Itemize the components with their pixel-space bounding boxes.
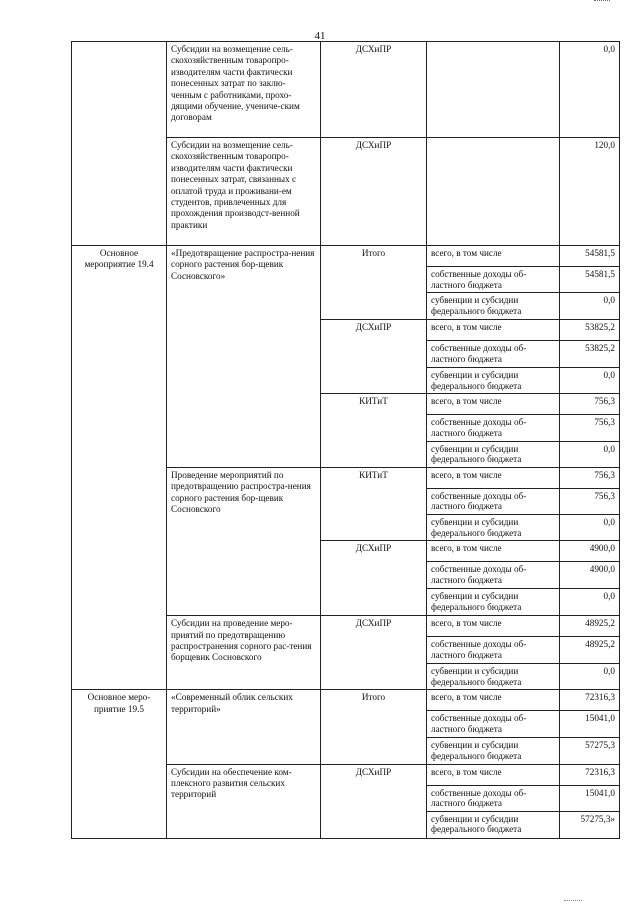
- amount-cell: 4900,0: [560, 541, 620, 562]
- amount-cell: 48925,2: [560, 637, 620, 664]
- table-row: [72, 690, 620, 711]
- executor-cell: КИТиТ: [321, 394, 427, 467]
- executor-cell: ДСХиПР: [321, 764, 427, 838]
- funding-type-cell: собственные доходы об-ластного бюджета: [427, 711, 560, 738]
- budget-table: [71, 41, 620, 839]
- funding-type-cell: субвенции и субсидии федерального бюджета: [427, 738, 560, 764]
- amount-cell: 0,0: [560, 42, 620, 138]
- amount-cell: 53825,2: [560, 341, 620, 368]
- amount-cell: 756,3: [560, 394, 620, 415]
- amount-cell: 72316,3: [560, 690, 620, 711]
- funding-type-cell: субвенции и субсидии федерального бюджета: [427, 368, 560, 394]
- amount-cell: 756,3: [560, 467, 620, 488]
- amount-cell: 53825,2: [560, 320, 620, 341]
- amount-cell: 0,0: [560, 664, 620, 690]
- amount-cell: 57275,3: [560, 738, 620, 764]
- funding-type-cell: всего, в том числе: [427, 690, 560, 711]
- funding-type-cell: всего, в том числе: [427, 394, 560, 415]
- funding-type-cell: [427, 138, 560, 246]
- amount-cell: 15041,0: [560, 785, 620, 811]
- event-cell: «Современный облик сельских территорий»: [167, 690, 321, 764]
- amount-cell: 0,0: [560, 514, 620, 540]
- funding-type-cell: субвенции и субсидии федерального бюджета: [427, 293, 560, 320]
- amount-cell: 4900,0: [560, 562, 620, 589]
- funding-type-cell: субвенции и субсидии федерального бюджета: [427, 514, 560, 540]
- measure-cell: Основное мероприятие 19.4: [72, 246, 167, 690]
- event-cell: Субсидии на возмещение сель-скохозяйственным товаропро-изводителям части фактически понесенных затрат по заклю-ченным с работниками, прохо-дящими обучение, учениче-ским договорам: [167, 42, 321, 138]
- amount-cell: 15041,0: [560, 711, 620, 738]
- funding-type-cell: собственные доходы об-ластного бюджета: [427, 415, 560, 441]
- executor-cell: ДСХиПР: [321, 616, 427, 690]
- funding-type-cell: субвенции и субсидии федерального бюджета: [427, 441, 560, 467]
- funding-type-cell: собственные доходы об-ластного бюджета: [427, 637, 560, 664]
- funding-type-cell: субвенции и субсидии федерального бюджета: [427, 589, 560, 616]
- funding-type-cell: субвенции и субсидии федерального бюджета: [427, 664, 560, 690]
- funding-type-cell: всего, в том числе: [427, 541, 560, 562]
- funding-type-cell: собственные доходы об-ластного бюджета: [427, 341, 560, 368]
- funding-type-cell: собственные доходы об-ластного бюджета: [427, 267, 560, 293]
- amount-cell: 756,3: [560, 488, 620, 514]
- amount-cell: 57275,3»: [560, 811, 620, 838]
- funding-type-cell: собственные доходы об-ластного бюджета: [427, 785, 560, 811]
- executor-cell: ДСХиПР: [321, 42, 427, 138]
- executor-cell: ДСХиПР: [321, 541, 427, 616]
- funding-type-cell: всего, в том числе: [427, 764, 560, 785]
- funding-type-cell: всего, в том числе: [427, 467, 560, 488]
- corner-mark: [564, 900, 582, 904]
- executor-cell: ДСХиПР: [321, 320, 427, 394]
- event-cell: Субсидии на обеспечение ком-плексного развития сельских территорий: [167, 764, 321, 838]
- event-cell: Субсидии на возмещение сель-скохозяйственным товаропро-изводителям части фактически понесенных затрат, связанных с оплатой труда и проживани-ем студентов, привлеченных для прохождения производст-венной практики: [167, 138, 321, 246]
- executor-cell: Итого: [321, 246, 427, 320]
- amount-cell: 72316,3: [560, 764, 620, 785]
- amount-cell: 54581,5: [560, 246, 620, 267]
- amount-cell: 756,3: [560, 415, 620, 441]
- funding-type-cell: собственные доходы об-ластного бюджета: [427, 562, 560, 589]
- amount-cell: 54581,5: [560, 267, 620, 293]
- funding-type-cell: всего, в том числе: [427, 246, 560, 267]
- funding-type-cell: [427, 42, 560, 138]
- table-row: [72, 42, 620, 138]
- page-number: 41: [314, 30, 326, 42]
- amount-cell: 120,0: [560, 138, 620, 246]
- amount-cell: 0,0: [560, 368, 620, 394]
- amount-cell: 0,0: [560, 441, 620, 467]
- amount-cell: 0,0: [560, 293, 620, 320]
- amount-cell: 48925,2: [560, 616, 620, 637]
- funding-type-cell: всего, в том числе: [427, 320, 560, 341]
- funding-type-cell: собственные доходы об-ластного бюджета: [427, 488, 560, 514]
- executor-cell: Итого: [321, 690, 427, 764]
- event-cell: «Предотвращение распростра-нения сорного растения бор-щевик Сосновского»: [167, 246, 321, 468]
- table-row: [72, 246, 620, 267]
- event-cell: Проведение мероприятий по предотвращению распростра-нения сорного растения бор-щевик Сосновского: [167, 467, 321, 615]
- funding-type-cell: всего, в том числе: [427, 616, 560, 637]
- funding-type-cell: субвенции и субсидии федерального бюджета: [427, 811, 560, 838]
- measure-cell: Основное меро-приятие 19.5: [72, 690, 167, 838]
- executor-cell: КИТиТ: [321, 467, 427, 540]
- executor-cell: ДСХиПР: [321, 138, 427, 246]
- amount-cell: 0,0: [560, 589, 620, 616]
- measure-cell: [72, 42, 167, 246]
- corner-mark: [594, 0, 610, 4]
- event-cell: Субсидии на проведение меро-приятий по предотвращению распространения сорного рас-тения борщевик Сосновского: [167, 616, 321, 690]
